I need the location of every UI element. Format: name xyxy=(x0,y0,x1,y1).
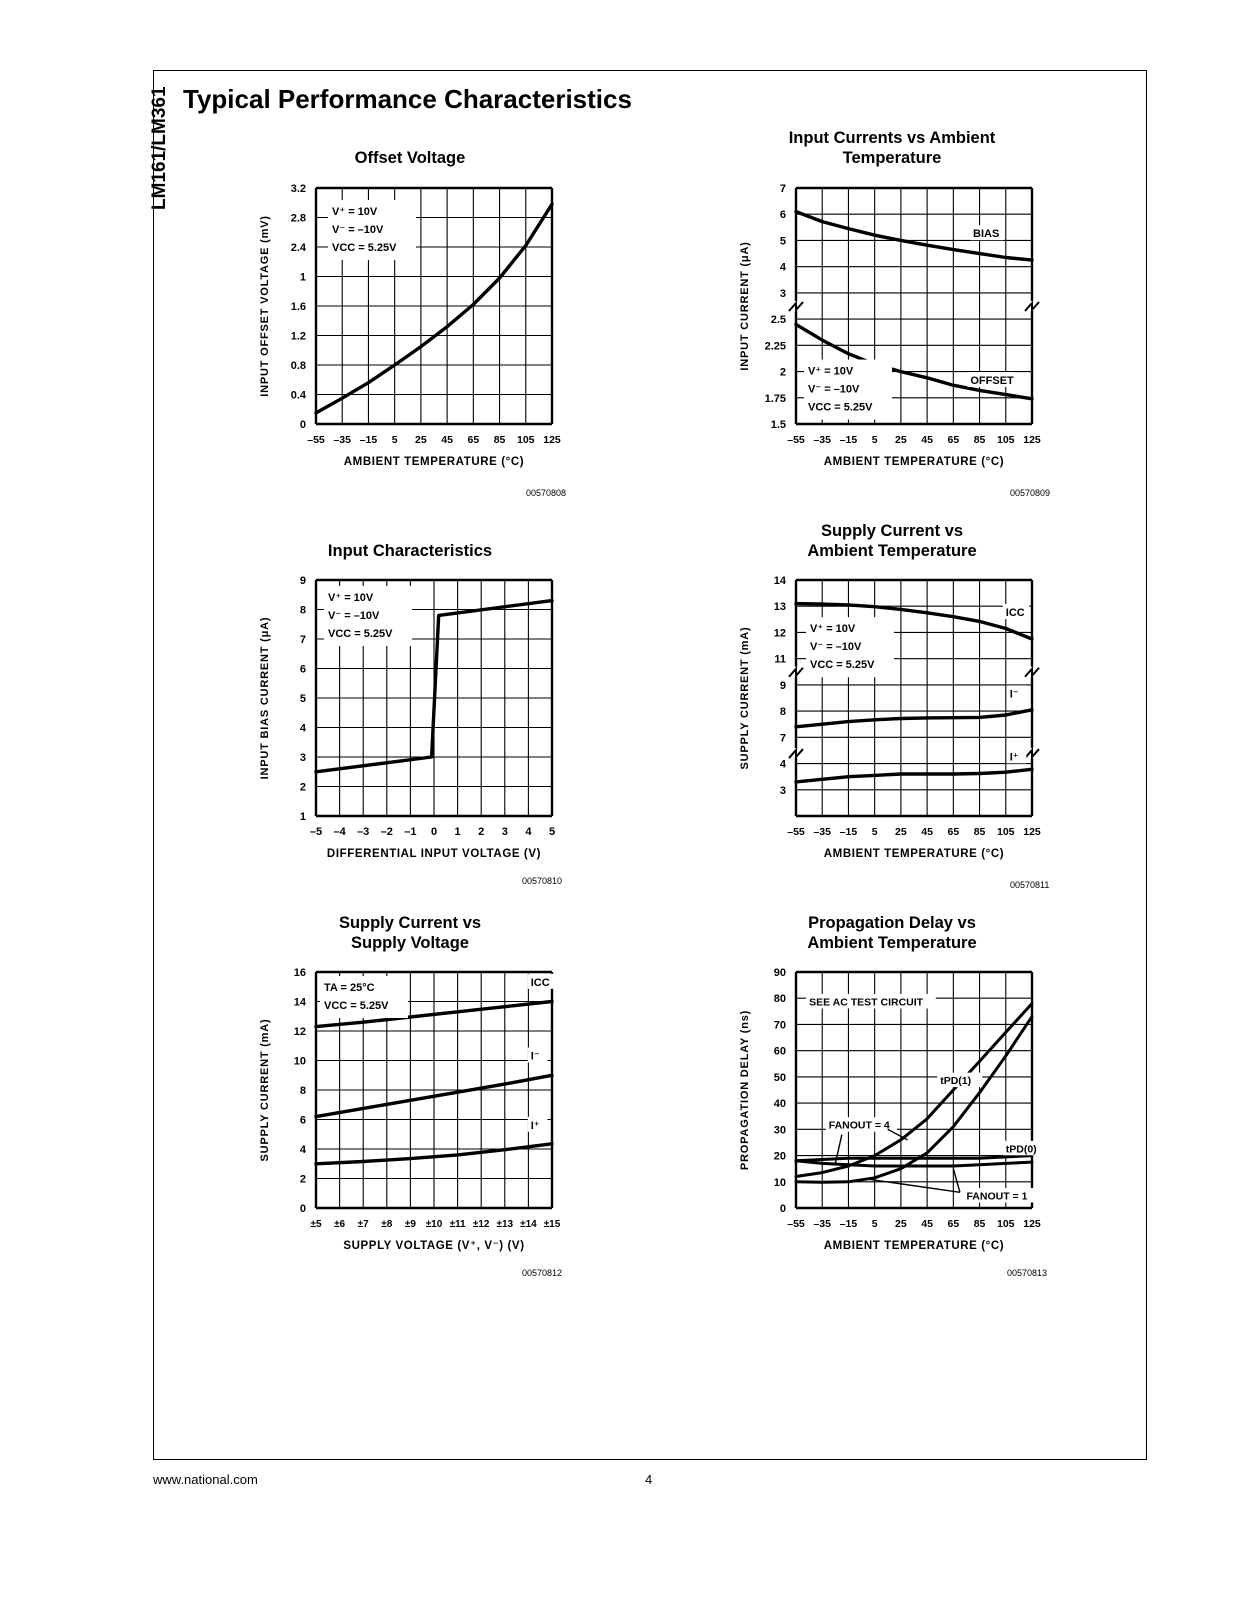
x-tick-label: ±10 xyxy=(425,1219,443,1230)
chart-offset-voltage xyxy=(250,178,580,478)
x-tick-label: ±12 xyxy=(472,1219,490,1230)
chart-5-title xyxy=(300,913,520,953)
chart-1-conditions-line: V⁻ = –10V xyxy=(332,224,384,236)
x-tick-label: –35 xyxy=(813,434,831,446)
x-tick-label: –55 xyxy=(787,434,805,446)
x-tick-label: –35 xyxy=(813,826,831,838)
x-tick-label: 5 xyxy=(871,826,878,838)
x-tick-label: 25 xyxy=(895,826,907,838)
y-tick-label: 1.2 xyxy=(290,330,306,343)
y-tick-label: 3 xyxy=(779,287,786,300)
y-tick-label: 0 xyxy=(299,419,306,431)
y-tick-label: 5 xyxy=(779,235,786,248)
chart-2-title-line-1: Input Currents vs Ambient xyxy=(788,129,996,147)
y-tick-label: 12 xyxy=(293,1026,306,1038)
fanout-1-label: FANOUT = 1 xyxy=(966,1190,1028,1203)
fanout-1-leader-2 xyxy=(953,1169,960,1193)
y-tick-label: 4 xyxy=(779,758,786,771)
x-tick-label: 125 xyxy=(1023,434,1041,446)
x-axis-label: AMBIENT TEMPERATURE (°C) xyxy=(823,848,1005,860)
x-tick-label: 85 xyxy=(493,434,506,446)
y-tick-label: 2.25 xyxy=(764,340,786,353)
chart-2-conditions-line: V⁻ = –10V xyxy=(808,383,860,396)
tpd1-fanout4-curve xyxy=(796,1004,1032,1177)
y-tick-label: 90 xyxy=(773,967,786,979)
x-tick-label: 45 xyxy=(921,434,933,446)
chart-propagation-delay xyxy=(730,962,1060,1262)
chart-4-figure-id: 00570811 xyxy=(1010,880,1050,890)
y-tick-label: 2.8 xyxy=(290,212,306,225)
x-tick-label: 45 xyxy=(441,434,453,446)
y-tick-label: 0 xyxy=(299,1203,306,1215)
y-tick-label: 0.8 xyxy=(290,360,306,372)
x-tick-label: –55 xyxy=(787,1218,805,1230)
y-tick-label: 60 xyxy=(773,1045,786,1058)
x-tick-label: 65 xyxy=(947,1218,960,1230)
y-tick-label: 4 xyxy=(299,722,306,735)
x-tick-label: –3 xyxy=(357,826,370,838)
x-tick-label: 65 xyxy=(947,434,960,446)
fanout-4-label: FANOUT = 4 xyxy=(828,1119,890,1132)
chart-4-title-line-1: Supply Current vs xyxy=(820,522,964,540)
x-tick-label: 85 xyxy=(973,1218,986,1230)
y-tick-label: 80 xyxy=(773,993,786,1006)
icc-label: ICC xyxy=(530,976,550,989)
i-minus-label: I⁻ xyxy=(530,1050,540,1063)
chart-5-title-line-2: Supply Voltage xyxy=(351,934,469,952)
x-tick-label: 85 xyxy=(973,434,986,446)
tpd0-label: tPD(0) xyxy=(1005,1143,1037,1156)
y-tick-label: 3.2 xyxy=(290,183,306,195)
chart-input-characteristics xyxy=(250,570,580,870)
y-tick-label: 20 xyxy=(773,1150,786,1163)
chart-1-conditions-line: VCC = 5.25V xyxy=(332,242,397,254)
side-title-text: LM161/LM361 xyxy=(149,86,170,210)
y-tick-label: 16 xyxy=(293,967,306,979)
chart-2-conditions-line: V⁺ = 10V xyxy=(808,365,854,378)
y-tick-label: 14 xyxy=(773,575,786,587)
x-tick-label: 5 xyxy=(391,434,398,446)
y-tick-label: 6 xyxy=(299,663,306,676)
i-plus-label: I⁺ xyxy=(530,1119,540,1132)
x-tick-label: 125 xyxy=(543,434,561,446)
chart-3-title: Input Characteristics xyxy=(327,542,493,560)
fanout-1-leader xyxy=(868,1179,960,1192)
x-tick-label: 25 xyxy=(415,434,427,446)
x-tick-label: ±11 xyxy=(449,1219,466,1230)
y-tick-label: 14 xyxy=(293,996,306,1009)
icc-label: ICC xyxy=(1005,607,1025,620)
y-tick-label: 2 xyxy=(299,781,306,794)
y-tick-label: 2 xyxy=(299,1173,306,1186)
y-tick-label: 1.5 xyxy=(770,419,786,431)
chart-4-title xyxy=(762,521,1022,561)
x-tick-label: 2 xyxy=(478,826,485,838)
footer-url: www.national.com xyxy=(153,1472,258,1487)
y-tick-label: 11 xyxy=(774,653,786,666)
chart-3-conditions-line: VCC = 5.25V xyxy=(328,628,393,640)
x-tick-label: 45 xyxy=(921,826,933,838)
chart-5-conditions-line: VCC = 5.25V xyxy=(324,1000,389,1012)
x-axis-label: DIFFERENTIAL INPUT VOLTAGE (V) xyxy=(326,848,542,860)
fanout-4-leader xyxy=(888,1129,908,1139)
y-tick-label: 7 xyxy=(299,634,306,646)
y-tick-label: 4 xyxy=(779,261,786,274)
chart-4-conditions-line: VCC = 5.25V xyxy=(810,659,875,672)
y-tick-label: 3 xyxy=(779,784,786,797)
chart-2-title-line-2: Temperature xyxy=(842,149,942,167)
x-tick-label: –15 xyxy=(839,1218,858,1230)
x-tick-label: –15 xyxy=(359,434,378,446)
chart-5-conditions-line: TA = 25°C xyxy=(324,982,375,994)
y-tick-label: 1.6 xyxy=(290,301,306,313)
x-tick-label: 25 xyxy=(895,434,907,446)
x-tick-label: –35 xyxy=(333,434,351,446)
y-tick-label: 0 xyxy=(779,1203,786,1215)
x-tick-label: ±9 xyxy=(404,1219,416,1230)
y-tick-label: 3 xyxy=(299,752,306,764)
x-tick-label: 65 xyxy=(467,434,480,446)
x-tick-label: 4 xyxy=(525,826,532,838)
x-tick-label: –2 xyxy=(380,826,393,838)
y-tick-label: 8 xyxy=(299,604,306,617)
x-tick-label: –55 xyxy=(307,434,325,446)
y-tick-label: 2.4 xyxy=(290,242,306,254)
x-tick-label: 105 xyxy=(997,826,1015,838)
y-tick-label: 5 xyxy=(299,693,306,705)
page-title: Typical Performance Characteristics xyxy=(183,84,632,114)
x-tick-label: ±7 xyxy=(357,1219,369,1230)
chart-4-title-line-2: Ambient Temperature xyxy=(807,542,977,560)
chart-3-figure-id: 00570810 xyxy=(522,876,563,886)
y-axis-label: INPUT BIAS CURRENT (μA) xyxy=(259,616,271,780)
y-tick-label: 9 xyxy=(299,575,306,587)
x-tick-label: 3 xyxy=(501,826,508,838)
footer-page-number: 4 xyxy=(645,1472,653,1487)
chart-2-title xyxy=(762,128,1022,168)
x-axis-label: AMBIENT TEMPERATURE (°C) xyxy=(343,456,525,468)
y-tick-label: 9 xyxy=(779,679,786,692)
y-tick-label: 8 xyxy=(779,706,786,719)
see-ac-test-circuit-label: SEE AC TEST CIRCUIT xyxy=(809,996,924,1009)
x-tick-label: ±5 xyxy=(310,1219,322,1230)
i-minus-curve xyxy=(796,710,1032,727)
x-tick-label: 45 xyxy=(921,1218,933,1230)
chart-6-title xyxy=(762,913,1022,953)
x-tick-label: –15 xyxy=(839,826,858,838)
y-tick-label: 1.75 xyxy=(764,392,786,405)
x-tick-label: –15 xyxy=(839,434,858,446)
chart-1-title: Offset Voltage xyxy=(354,149,466,167)
x-axis-label: AMBIENT TEMPERATURE (°C) xyxy=(823,1240,1005,1252)
y-tick-label: 40 xyxy=(773,1098,786,1111)
y-tick-label: 2.5 xyxy=(770,314,786,327)
chart-2-conditions-line: VCC = 5.25V xyxy=(808,401,873,414)
x-tick-label: ±13 xyxy=(496,1219,514,1230)
y-tick-label: 50 xyxy=(773,1071,786,1084)
y-tick-label: 70 xyxy=(773,1019,786,1032)
x-tick-label: 85 xyxy=(973,826,986,838)
x-tick-label: 105 xyxy=(517,434,535,446)
x-tick-label: –55 xyxy=(787,826,805,838)
x-axis-label: SUPPLY VOLTAGE (V⁺, V⁻) (V) xyxy=(343,1240,525,1252)
y-axis-label: SUPPLY CURRENT (mA) xyxy=(739,626,751,770)
x-tick-label: 125 xyxy=(1023,1218,1041,1230)
chart-input-currents xyxy=(730,178,1060,478)
y-tick-label: 7 xyxy=(779,183,786,195)
chart-6-title-line-2: Ambient Temperature xyxy=(807,934,977,952)
chart-4-conditions-line: V⁺ = 10V xyxy=(810,623,856,636)
y-tick-label: 1 xyxy=(299,811,306,823)
x-tick-label: ±6 xyxy=(334,1219,346,1230)
bias-label: BIAS xyxy=(973,228,1000,241)
x-tick-label: 125 xyxy=(1023,826,1041,838)
x-tick-label: 5 xyxy=(871,434,878,446)
chart-1-figure-id: 00570808 xyxy=(526,488,567,498)
y-tick-label: 12 xyxy=(773,627,786,640)
x-tick-label: 1 xyxy=(454,826,461,838)
chart-6-figure-id: 00570813 xyxy=(1007,1268,1048,1278)
chart-5-figure-id: 00570812 xyxy=(522,1268,563,1278)
x-tick-label: ±14 xyxy=(520,1219,537,1230)
x-tick-label: –1 xyxy=(404,826,417,838)
x-tick-label: 5 xyxy=(548,826,556,838)
i-plus-label: I⁺ xyxy=(1009,751,1019,764)
y-tick-label: 30 xyxy=(773,1124,786,1137)
y-tick-label: 8 xyxy=(299,1085,306,1097)
tpd1-label: tPD(1) xyxy=(940,1075,972,1088)
chart-5-title-line-1: Supply Current vs xyxy=(338,914,482,932)
y-tick-label: 6 xyxy=(779,209,786,222)
x-axis-label: AMBIENT TEMPERATURE (°C) xyxy=(823,456,1005,468)
side-title xyxy=(118,70,170,210)
y-tick-label: 13 xyxy=(773,601,786,614)
y-axis-label: SUPPLY CURRENT (mA) xyxy=(259,1018,271,1162)
i-minus-label: I⁻ xyxy=(1009,688,1019,701)
i-plus-curve xyxy=(796,769,1032,782)
x-tick-label: 0 xyxy=(430,826,438,838)
x-tick-label: 105 xyxy=(997,1218,1015,1230)
y-tick-label: 6 xyxy=(299,1114,306,1127)
y-axis-label: PROPAGATION DELAY (ns) xyxy=(739,1009,751,1171)
x-tick-label: –4 xyxy=(333,826,346,838)
chart-2-figure-id: 00570809 xyxy=(1010,488,1051,498)
y-tick-label: 7 xyxy=(779,732,786,745)
chart-4-conditions-line: V⁻ = –10V xyxy=(810,641,862,654)
chart-supply-current-temp xyxy=(730,570,1060,870)
x-tick-label: 25 xyxy=(895,1218,907,1230)
x-tick-label: 65 xyxy=(947,826,960,838)
chart-3-conditions-line: V⁺ = 10V xyxy=(328,592,374,604)
chart-3-conditions-line: V⁻ = –10V xyxy=(328,610,380,622)
x-tick-label: ±15 xyxy=(543,1219,561,1230)
x-tick-label: –5 xyxy=(309,826,323,838)
y-tick-label: 1 xyxy=(299,271,306,284)
y-axis-label: INPUT OFFSET VOLTAGE (mV) xyxy=(259,215,271,397)
x-tick-label: –35 xyxy=(813,1218,831,1230)
y-axis-label: INPUT CURRENT (μA) xyxy=(739,241,751,371)
x-tick-label: ±8 xyxy=(381,1219,393,1230)
y-tick-label: 10 xyxy=(293,1055,306,1068)
y-tick-label: 4 xyxy=(299,1144,306,1156)
offset-label: OFFSET xyxy=(970,375,1014,388)
chart-supply-current-voltage xyxy=(250,962,580,1262)
x-tick-label: 105 xyxy=(997,434,1015,446)
y-tick-label: 0.4 xyxy=(290,389,306,402)
chart-1-conditions-line: V⁺ = 10V xyxy=(332,206,378,218)
x-tick-label: 5 xyxy=(871,1218,878,1230)
y-tick-label: 2 xyxy=(779,366,786,379)
y-tick-label: 10 xyxy=(773,1176,786,1189)
chart-6-title-line-1: Propagation Delay vs xyxy=(808,914,976,932)
